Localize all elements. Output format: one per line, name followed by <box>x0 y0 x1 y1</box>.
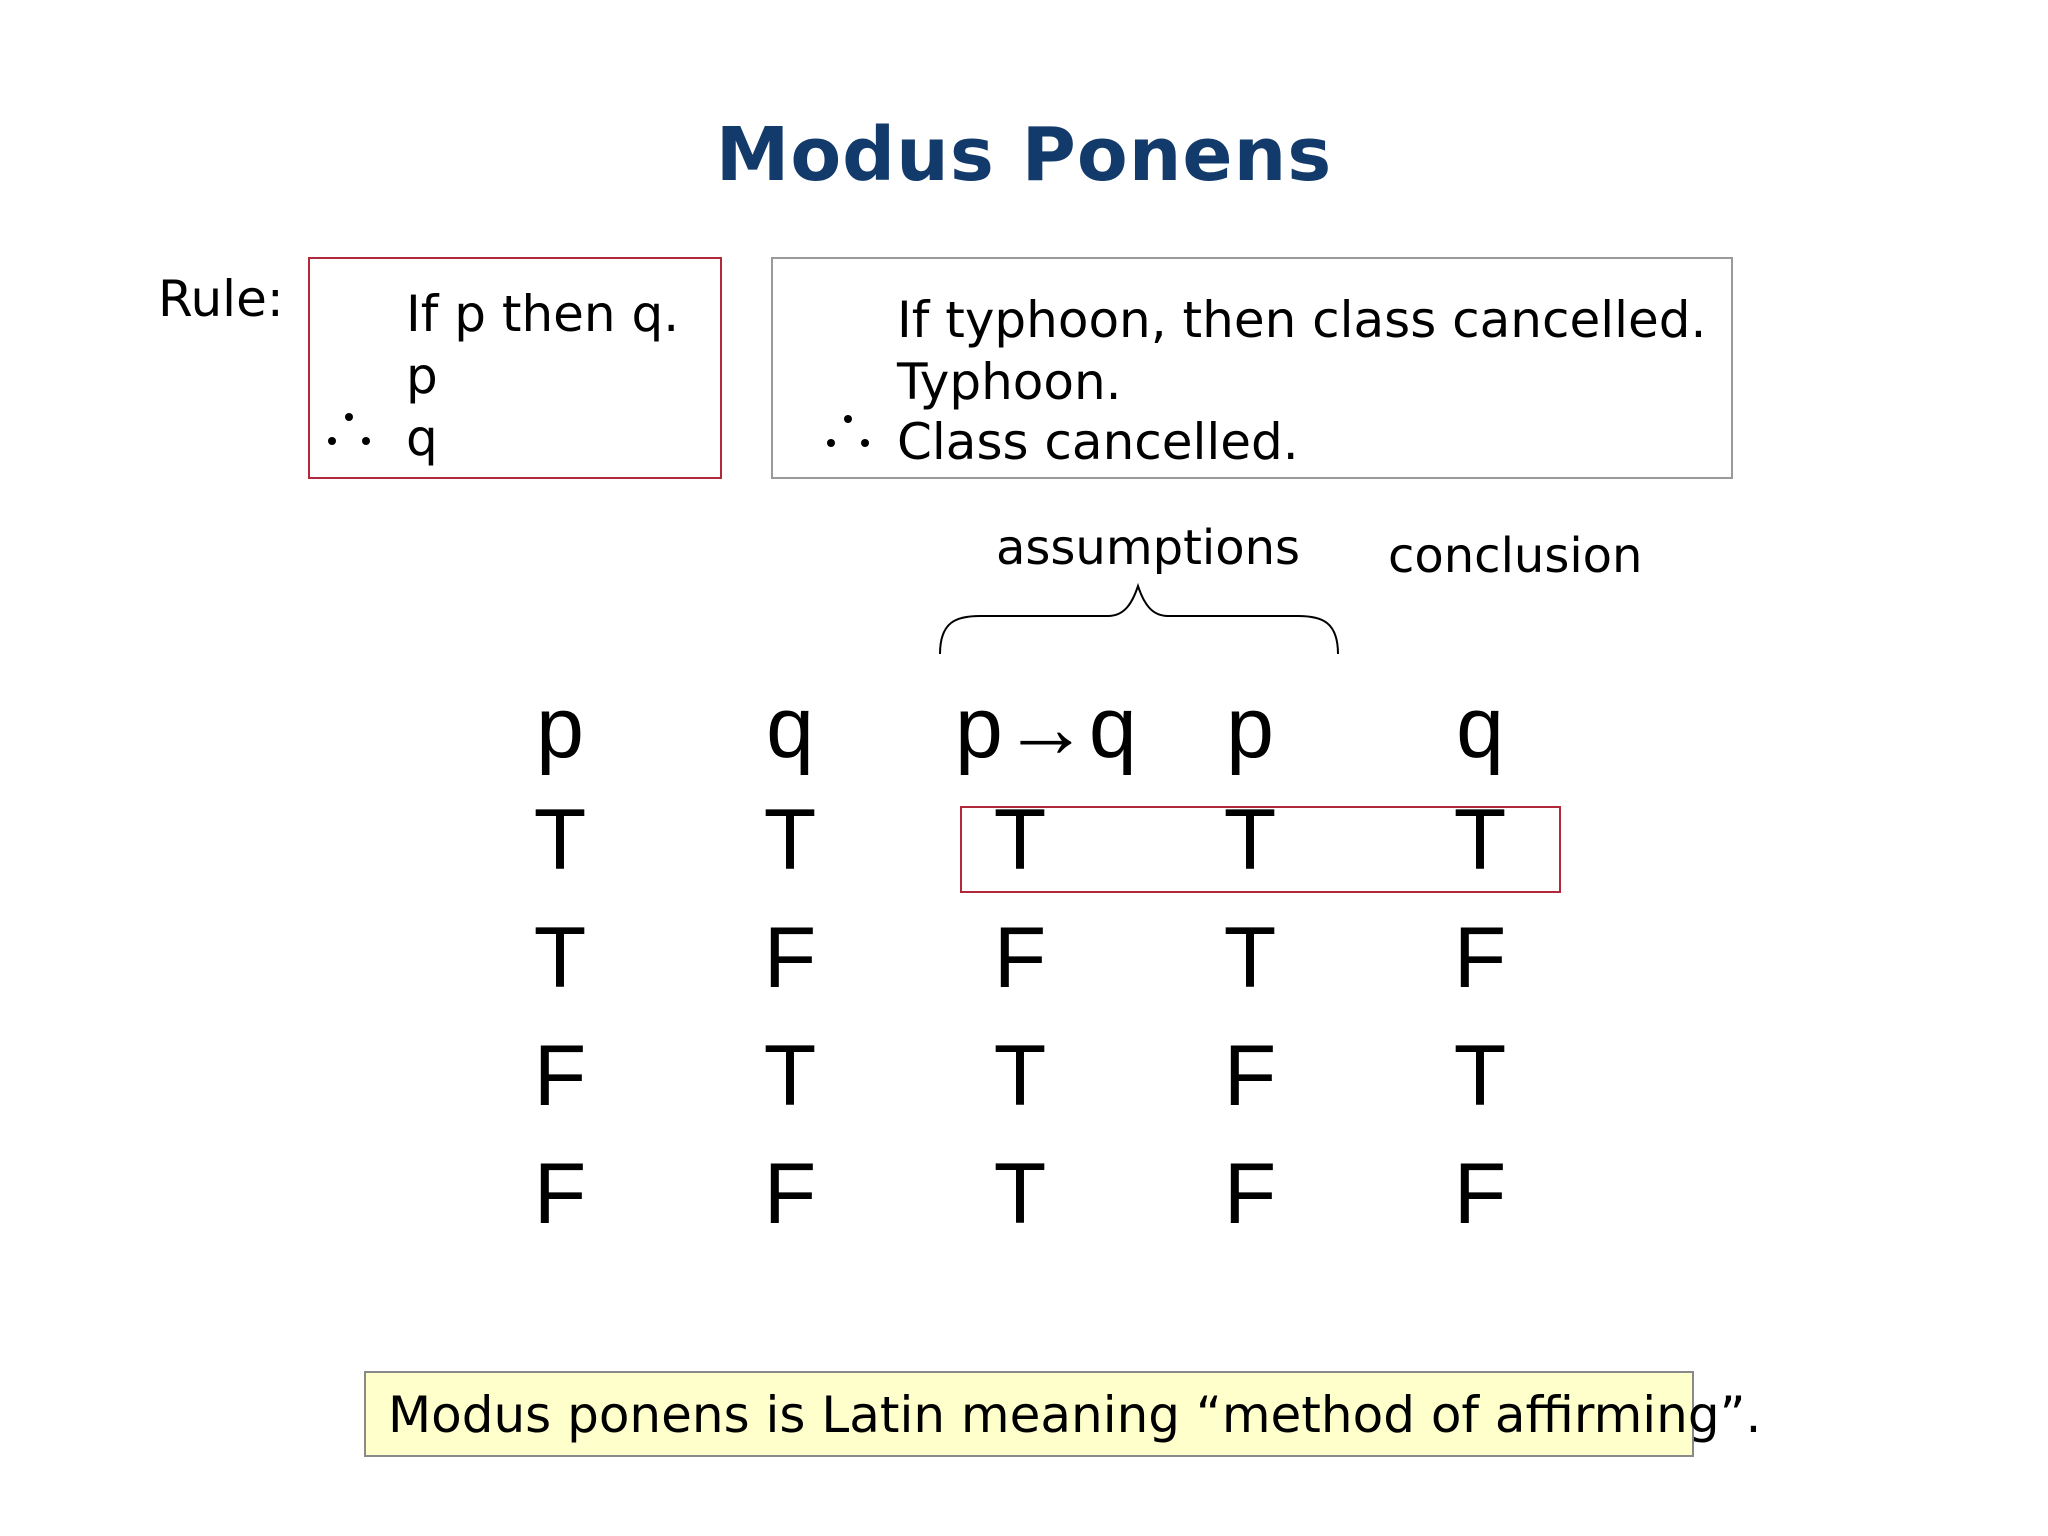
example-conclusion: Class cancelled. <box>897 413 1299 471</box>
table-cell: F <box>1453 1146 1507 1242</box>
therefore-icon <box>825 413 871 449</box>
table-cell: F <box>1223 1028 1277 1124</box>
table-cell: T <box>763 792 817 888</box>
table-cell: T <box>1453 792 1507 888</box>
example-premise-2: Typhoon. <box>897 353 1122 411</box>
table-cell: T <box>993 1146 1047 1242</box>
slide-title: Modus Ponens <box>715 112 1333 198</box>
table-cell: F <box>1453 910 1507 1006</box>
table-cell: F <box>533 1028 587 1124</box>
table-cell: T <box>533 910 587 1006</box>
table-cell: F <box>993 910 1047 1006</box>
assumptions-brace <box>938 582 1340 656</box>
footer-note: Modus ponens is Latin meaning “method of affirming”. <box>364 1371 1694 1457</box>
rule-box <box>308 257 722 479</box>
assumptions-label: assumptions <box>996 520 1301 576</box>
rule-premise-2: p <box>406 347 438 405</box>
rule-premise-1: If p then q. <box>406 285 680 343</box>
table-header: p→q <box>955 680 1137 776</box>
table-cell: T <box>533 792 587 888</box>
table-cell: F <box>533 1146 587 1242</box>
therefore-icon <box>326 411 372 447</box>
rule-label: Rule: <box>158 270 284 328</box>
table-cell: F <box>763 910 817 1006</box>
example-premise-1: If typhoon, then class cancelled. <box>897 291 1707 349</box>
table-cell: T <box>1453 1028 1507 1124</box>
table-header: q <box>1456 680 1504 776</box>
table-cell: T <box>763 1028 817 1124</box>
example-box <box>771 257 1733 479</box>
conclusion-label: conclusion <box>1388 528 1643 584</box>
rule-conclusion: q <box>406 409 438 467</box>
table-cell: F <box>763 1146 817 1242</box>
table-cell: T <box>993 1028 1047 1124</box>
table-header: q <box>766 680 814 776</box>
table-cell: T <box>1223 792 1277 888</box>
table-header: p <box>1226 680 1274 776</box>
table-cell: T <box>993 792 1047 888</box>
table-header: p <box>536 680 584 776</box>
table-cell: F <box>1223 1146 1277 1242</box>
table-cell: T <box>1223 910 1277 1006</box>
